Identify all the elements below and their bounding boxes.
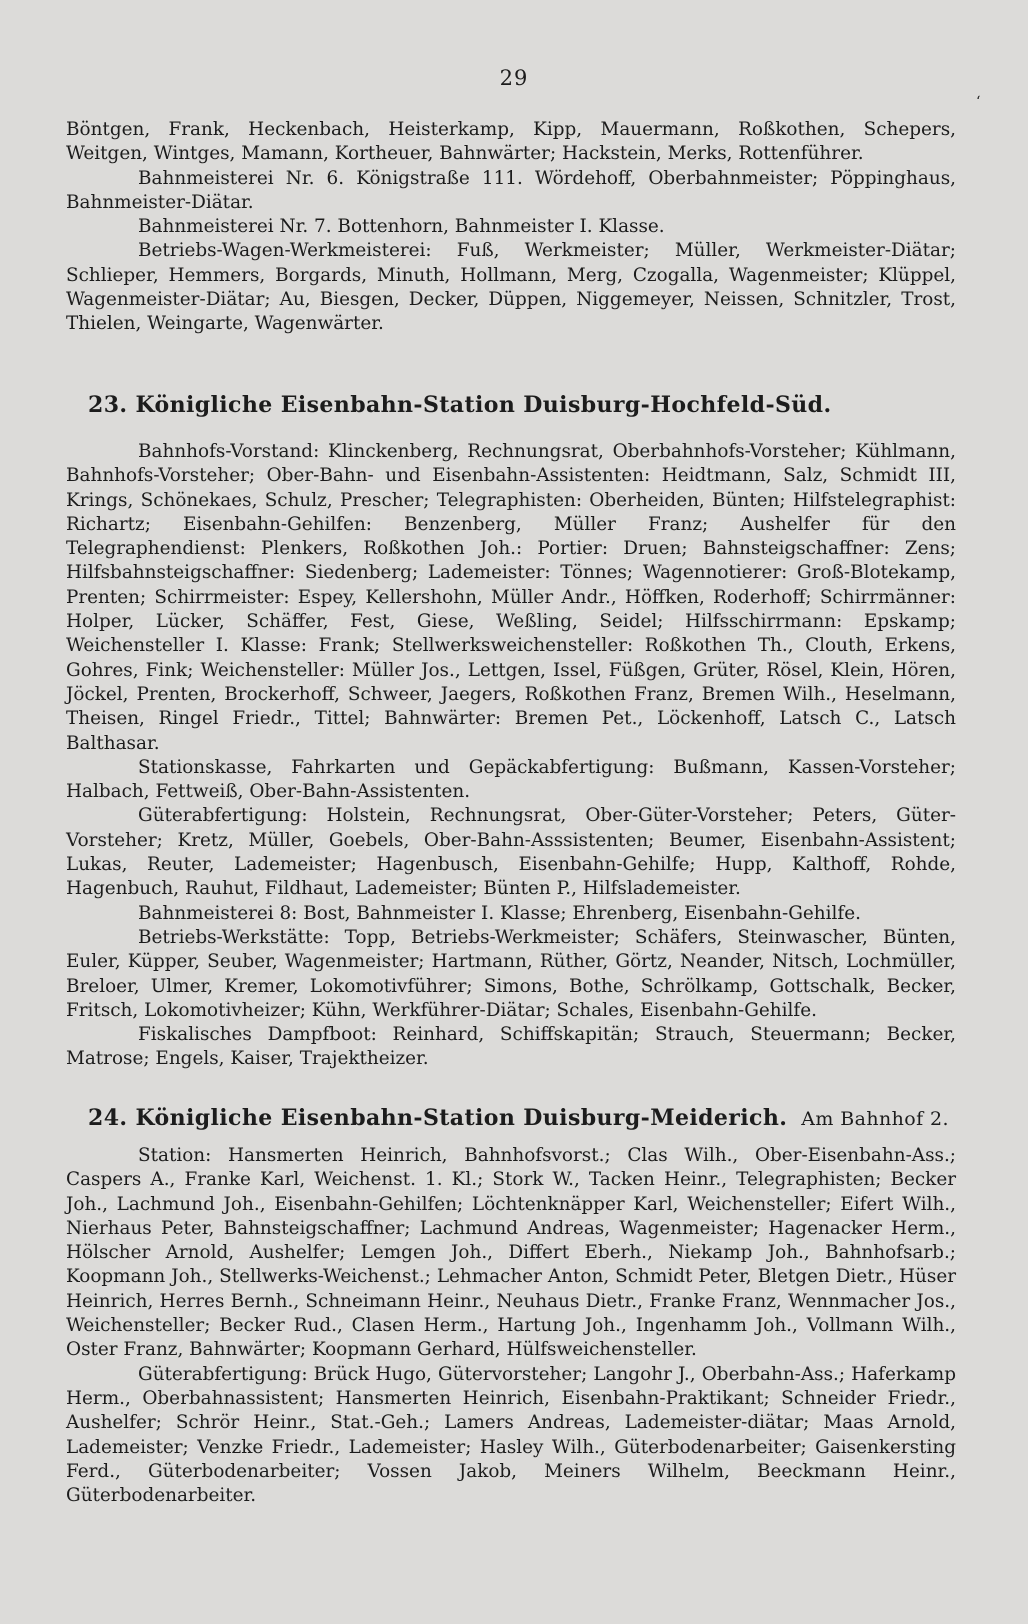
- section-24-address: Am Bahnhof 2.: [801, 1108, 949, 1130]
- section-23-title: Königliche Eisenbahn-Station Duisburg-Hochfeld-Süd.: [135, 392, 832, 418]
- section-24-body: [66, 1144, 956, 1508]
- paragraph: Bahnmeisterei Nr. 7. Bottenhorn, Bahnmeister I. Klasse.: [138, 216, 665, 238]
- paragraph: Stationskasse, Fahrkarten und Gepäckabfertigung: Bußmann, Kassen-Vorsteher; Halbach, Fettweiß, Ober-Bahn-Assistenten.: [66, 756, 956, 803]
- page-number: 29: [499, 66, 529, 90]
- paragraph: Bahnmeisterei Nr. 6. Königstraße 111. Wördehoff, Oberbahnmeister; Pöppinghaus, Bahnmeister-Diätar.: [66, 167, 956, 213]
- paragraph: Böntgen, Frank, Heckenbach, Heisterkamp, Kipp, Mauermann, Roßkothen, Schepers, Weitgen, Wintges, Mamann, Kortheuer, Bahnwärter; Hackstein, Merks, Rottenführer.: [66, 119, 956, 165]
- section-23-heading: [66, 392, 966, 418]
- section-23-number: 23.: [88, 392, 128, 418]
- paragraph: Güterabfertigung: Holstein, Rechnungsrat, Ober-Güter-Vorsteher; Peters, Güter-Vorsteher; Kretz, Müller, Goebels, Ober-Bahn-Asssistenten; Beumer, Eisenbahn-Assistent; Lukas, Reuter, Lademeister; Hagenbusch, Eisenbahn-Gehilfe; Hupp, Kalthoff, Rohde, Hagenbuch, Rauhut, Fildhaut, Lademeister; Bünten P., Hilfslademeister.: [66, 805, 956, 900]
- top-section: [66, 118, 956, 337]
- stray-mark: ‘: [976, 94, 981, 110]
- paragraph: Fiskalisches Dampfboot: Reinhard, Schiffskapitän; Strauch, Steuermann; Becker, Matrose; Engels, Kaiser, Trajektheizer.: [66, 1024, 956, 1070]
- paragraph: Betriebs-Werkstätte: Topp, Betriebs-Werkmeister; Schäfers, Steinwascher, Bünten, Euler, Küpper, Seuber, Wagenmeister; Hartmann, Rüther, Görtz, Neander, Nitsch, Lochmüller, Breloer, Ulmer, Kremer, Lokomotivführer; Simons, Bothe, Schrölkamp, Gottschalk, Becker, Fritsch, Lokomotivheizer; Kühn, Werkführer-Diätar; Schales, Eisenbahn-Gehilfe.: [66, 926, 956, 1021]
- section-24-number: 24.: [88, 1105, 128, 1131]
- paragraph: Station: Hansmerten Heinrich, Bahnhofsvorst.; Clas Wilh., Ober-Eisenbahn-Ass.; Caspers A., Franke Karl, Weichenst. 1. Kl.; Stork W., Tacken Heinr., Telegraphisten; Becker Joh., Lachmund Joh., Eisenbahn-Gehilfen; Löchtenknäpper Karl, Weichensteller; Eifert Wilh., Nierhaus Peter, Bahnsteigschaffner; Lachmund Andreas, Wagenmeister; Hagenacker Herm., Hölscher Arnold, Aushelfer; Lemgen Joh., Differt Eberh., Niekamp Joh., Bahnhofsarb.; Koopmann Joh., Stellwerks-Weichenst.; Lehmacher Anton, Schmidt Peter, Bletgen Dietr., Hüser Heinrich, Herres Bernh., Schneimann Heinr., Neuhaus Dietr., Franke Franz, Wennmacher Jos., Weichensteller; Becker Rud., Clasen Herm., Hartung Joh., Ingenhamm Joh., Vollmann Wilh., Oster Franz, Bahnwärter; Koopmann Gerhard, Hülfsweichensteller.: [66, 1145, 956, 1361]
- section-24-heading: [66, 1105, 966, 1131]
- paragraph: Bahnmeisterei 8: Bost, Bahnmeister I. Klasse; Ehrenberg, Eisenbahn-Gehilfe.: [138, 902, 861, 924]
- paragraph: Betriebs-Wagen-Werkmeisterei: Fuß, Werkmeister; Müller, Werkmeister-Diätar; Schlieper, Hemmers, Borgards, Minuth, Hollmann, Merg, Czogalla, Wagenmeister; Klüppel, Wagenmeister-Diätar; Au, Biesgen, Decker, Düppen, Niggemeyer, Neissen, Schnitzler, Trost, Thielen, Weingarte, Wagenwärter.: [66, 240, 956, 335]
- paragraph: Güterabfertigung: Brück Hugo, Gütervorsteher; Langohr J., Oberbahn-Ass.; Haferkamp Herm., Oberbahnassistent; Hansmerten Heinrich, Eisenbahn-Praktikant; Schneider Friedr., Aushelfer; Schrör Heinr., Stat.-Geh.; Lamers Andreas, Lademeister-diätar; Maas Arnold, Lademeister; Venzke Friedr., Lademeister; Hasley Wilh., Güterbodenarbeiter; Gaisenkersting Ferd., Güterbodenarbeiter; Vossen Jakob, Meiners Wilhelm, Beeckmann Heinr., Güterbodenarbeiter.: [66, 1363, 956, 1507]
- section-23-body: [66, 440, 956, 1072]
- paragraph: Bahnhofs-Vorstand: Klinckenberg, Rechnungsrat, Oberbahnhofs-Vorsteher; Kühlmann, Bahnhofs-Vorsteher; Ober-Bahn- und Eisenbahn-Assistenten: Heidtmann, Salz, Schmidt III, Krings, Schönekaes, Schulz, Prescher; Telegraphisten: Oberheiden, Bünten; Hilfstelegraphist: Richartz; Eisenbahn-Gehilfen: Benzenberg, Müller Franz; Aushelfer für den Telegraphendienst: Plenkers, Roßkothen Joh.: Portier: Druen; Bahnsteigschaffner: Zens; Hilfsbahnsteigschaffner: Siedenberg; Lademeister: Tönnes; Wagennotierer: Groß-Blotekamp, Prenten; Schirrmeister: Espey, Kellershohn, Müller Andr., Höffken, Roderhoff; Schirrmänner: Holper, Lücker, Schäffer, Fest, Giese, Weßling, Seidel; Hilfsschirrmann: Epskamp; Weichensteller I. Klasse: Frank; Stellwerksweichensteller: Roßkothen Th., Clouth, Erkens, Gohres, Fink; Weichensteller: Müller Jos., Lettgen, Issel, Füßgen, Grüter, Rösel, Klein, Hören, Jöckel, Prenten, Brockerhoff, Schweer, Jaegers, Roßkothen Franz, Bremen Wilh., Heselmann, Theisen, Ringel Friedr., Tittel; Bahnwärter: Bremen Pet., Löckenhoff, Latsch C., Latsch Balthasar.: [66, 441, 956, 754]
- section-24-title: Königliche Eisenbahn-Station Duisburg-Meiderich.: [135, 1105, 788, 1131]
